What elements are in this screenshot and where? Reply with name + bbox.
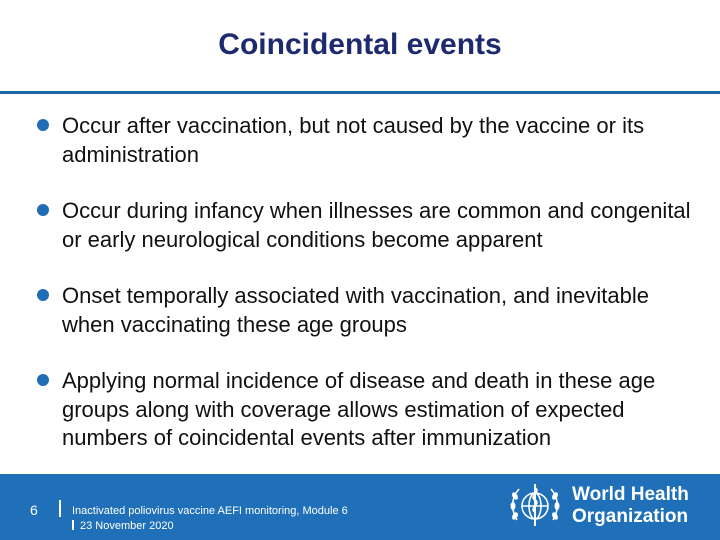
bullet-item [36, 367, 706, 453]
footer-date [72, 520, 174, 532]
bullet-text: Occur during infancy when illnesses are common and congenital or early neurological conditions become apparent [62, 198, 691, 252]
who-emblem-icon [505, 476, 565, 536]
footer-date-text: 23 November 2020 [80, 520, 174, 532]
title-divider [0, 91, 720, 94]
who-wordmark-line2: Organization [572, 506, 689, 527]
footer-separator [59, 500, 61, 517]
bullet-dot-icon [37, 289, 49, 301]
bullet-item [36, 282, 706, 339]
bullet-text: Applying normal incidence of disease and death in these age groups along with coverage allows estimation of expected numbers of coincidental events after immunization [62, 368, 656, 450]
who-logo-wordmark [572, 484, 689, 528]
footer-module-title: Inactivated poliovirus vaccine AEFI monitoring, Module 6 [72, 505, 348, 517]
bullet-text: Onset temporally associated with vaccination, and inevitable when vaccinating these age groups [62, 283, 649, 337]
bullet-list [36, 112, 706, 453]
bullet-item [36, 112, 706, 169]
date-separator [72, 520, 74, 530]
slide-title: Coincidental events [218, 28, 502, 61]
page-number: 6 [30, 502, 38, 518]
bullet-item [36, 197, 706, 254]
bullet-dot-icon [37, 374, 49, 386]
bullet-text: Occur after vaccination, but not caused by the vaccine or its administration [62, 113, 645, 167]
who-wordmark-line1: World Health [572, 484, 689, 505]
bullet-dot-icon [37, 204, 49, 216]
bullet-dot-icon [37, 119, 49, 131]
